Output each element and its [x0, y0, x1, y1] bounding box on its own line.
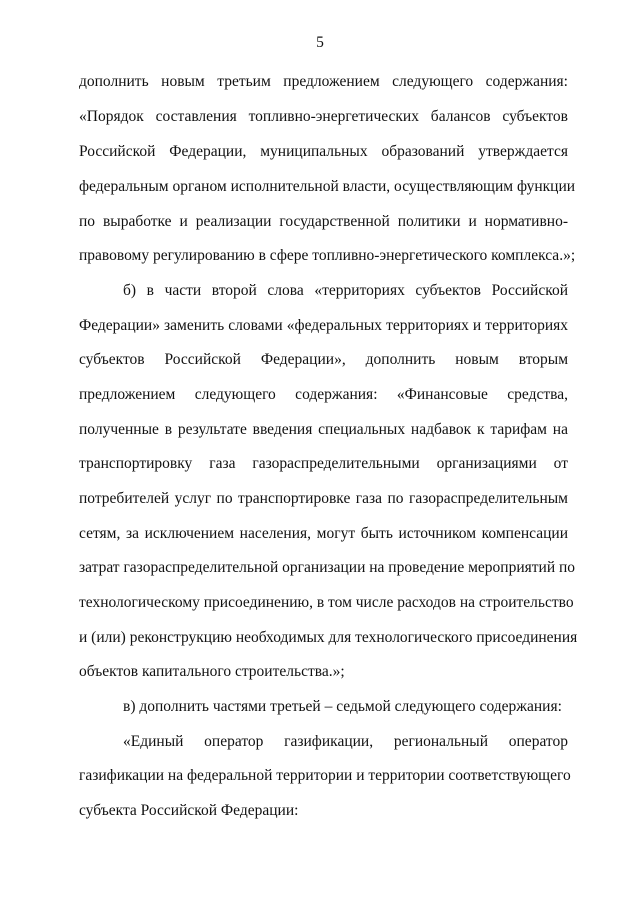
text-line: потребителей услуг по транспортировке газа по газораспределительным	[79, 490, 568, 507]
text-line: субъектов Российской Федерации», дополнить новым вторым	[79, 351, 568, 368]
text-line: и (или) реконструкцию необходимых для технологического присоединения	[79, 629, 578, 646]
text-line: правовому регулированию в сфере топливно-энергетического комплекса.»;	[79, 247, 576, 264]
text-line: транспортировку газа газораспределительными организациями от	[79, 455, 568, 472]
text-line: дополнить новым третьим предложением следующего содержания:	[79, 73, 568, 90]
text-line: субъекта Российской Федерации:	[79, 802, 299, 819]
paragraph-v: в) дополнить частями третьей – седьмой следующего содержания:	[123, 698, 562, 715]
text-line: затрат газораспределительной организации на проведение мероприятий по	[79, 559, 576, 576]
text-line: газификации на федеральной территории и территории соответствующего	[79, 767, 571, 784]
text-line: «Порядок составления топливно-энергетических балансов субъектов	[79, 108, 568, 125]
text-line: по выработке и реализации государственной политики и нормативно-	[79, 213, 568, 230]
text-line: федеральным органом исполнительной власти, осуществляющим функции	[79, 178, 576, 195]
text-line: технологическому присоединению, в том числе расходов на строительство	[79, 594, 574, 611]
page-number: 5	[316, 34, 324, 51]
text-line: сетям, за исключением населения, могут быть источником компенсации	[79, 525, 568, 542]
quote-paragraph-start: «Единый оператор газификации, региональный оператор	[123, 733, 568, 750]
text-line: объектов капитального строительства.»;	[79, 663, 345, 680]
text-line: полученные в результате введения специальных надбавок к тарифам на	[79, 421, 568, 438]
text-line: предложением следующего содержания: «Финансовые средства,	[79, 386, 568, 403]
text-line: Федерации» заменить словами «федеральных территориях и территориях	[79, 317, 568, 334]
paragraph-b-start: б) в части второй слова «территориях субъектов Российской	[123, 282, 568, 299]
text-line: Российской Федерации, муниципальных образований утверждается	[79, 143, 568, 160]
